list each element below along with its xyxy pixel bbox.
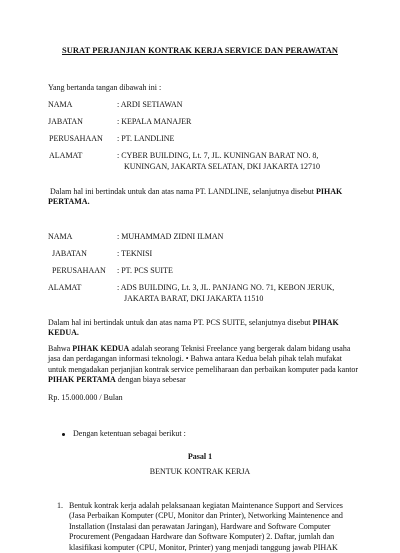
row-label: ALAMAT [49, 151, 83, 160]
row-label: PERUSAHAAN [52, 266, 106, 275]
party2-row-name [0, 232, 400, 244]
conditions-text: Dengan ketentuan sebagai berikut : [73, 429, 186, 438]
row-value: : CYBER BUILDING, Lt. 7, JL. KUNINGAN BARAT NO. 8, [117, 151, 319, 160]
bullet-icon [62, 433, 65, 436]
intro-text: Yang bertanda tangan dibawah ini : [48, 83, 162, 92]
statement-bold: KEDUA. [48, 328, 79, 338]
agreement-line: untuk mengadakan perjanjian kontrak service pemeliharaan dan perbaikan komputer pada kantor [48, 364, 359, 374]
row-value: : PT. LANDLINE [117, 134, 175, 143]
row-value: : MUHAMMAD ZIDNI ILMAN [117, 232, 224, 241]
row-value: : KEPALA MANAJER [117, 117, 192, 126]
row-value: : ADS BUILDING, Lt. 3, JL. PANJANG NO. 71, KEBON JERUK, [117, 283, 335, 292]
row-label: JABATAN [48, 117, 83, 126]
list-item-number: 1. [57, 501, 63, 510]
statement-bold: PERTAMA. [48, 197, 90, 207]
pasal-title: Pasal 1 [187, 452, 213, 461]
party1-row-jabatan [0, 117, 400, 129]
list-item-line: Procurement (Pengadaan Hardware dan Software Komputer) 2. Daftar, jumlah dan [69, 532, 335, 542]
statement-text: Dalam hal ini bertindak untuk dan atas nama PT. LANDLINE, selanjutnya disebut [50, 187, 315, 196]
agreement-text: dengan biaya sebesar [117, 375, 186, 385]
price-text: Rp. 15.000.000 / Bulan [48, 393, 123, 402]
statement-bold: PIHAK [312, 318, 339, 327]
party1-address-line2: KUNINGAN, JAKARTA SELATAN, DKI JAKARTA 12710 [124, 162, 321, 171]
party2-address-line2: JAKARTA BARAT, DKI JAKARTA 11510 [124, 294, 264, 303]
party2-row-jabatan [0, 249, 400, 261]
list-item-line: klasifikasi komputer (CPU, Monitor, Printer) yang menjadi tanggung jawab PIHAK [69, 542, 338, 552]
party1-row-name [0, 100, 400, 112]
party1-statement [48, 187, 366, 208]
list-item-line: Bentuk kontrak kerja adalah pelaksanaan kegiatan Maintenance Support and Services [69, 501, 343, 510]
row-value: : ARDI SETIAWAN [117, 100, 183, 109]
agreement-bold: PIHAK KEDUA [72, 344, 130, 353]
agreement-line: jasa dan perdagangan informasi teknologi. • Bahwa antara Kedua belah pihak telah mufakat [48, 354, 343, 364]
agreement-paragraph [48, 344, 366, 386]
party2-statement [48, 318, 366, 339]
row-value: : PT. PCS SUITE [117, 266, 173, 275]
statement-text: Dalam hal ini bertindak untuk dan atas nama PT. PCS SUITE, selanjutnya disebut [48, 318, 311, 327]
list-item-line: Installation (Instalasi dan perawatan Jaringan), Hardware and Software Computer [69, 521, 331, 531]
party1-row-perusahaan [0, 134, 400, 146]
row-label: JABATAN [52, 249, 87, 258]
row-label: NAMA [48, 232, 73, 241]
party2-row-perusahaan [0, 266, 400, 278]
list-item-body [69, 501, 389, 553]
list-item-line: (Jasa Perbaikan Komputer (CPU, Monitor dan Printer), Networking Maintenence and [69, 511, 343, 521]
row-label: ALAMAT [48, 283, 82, 292]
row-label: NAMA [48, 100, 73, 109]
pasal-subtitle: BENTUK KONTRAK KERJA [149, 467, 251, 476]
row-label: PERUSAHAAN [49, 134, 103, 143]
document-title: SURAT PERJANJIAN KONTRAK KERJA SERVICE DAN PERAWATAN [61, 46, 339, 55]
statement-bold: PIHAK [316, 187, 343, 196]
agreement-bold: PIHAK PERTAMA [48, 375, 116, 385]
agreement-text: Bahwa [48, 344, 71, 353]
row-value: : TEKNISI [117, 249, 153, 258]
agreement-text: adalah seorang Teknisi Freelance yang bergerak dalam bidang usaha [131, 344, 351, 353]
